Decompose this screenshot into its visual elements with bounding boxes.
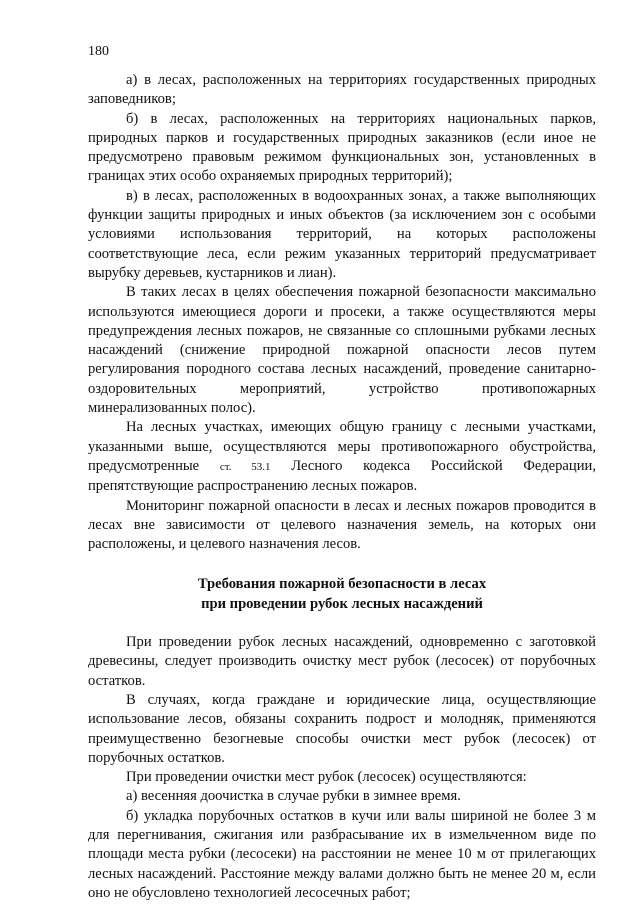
paragraph-non-fire-methods: В случаях, когда граждане и юридические лица, осуществляющие использование лесов, обязаны сохранить подрост и молодняк, применяются преимущественно безогневые способы очистки мест рубок (лесосек) от порубочных остатков.: [88, 691, 596, 766]
paragraph-logging-cleanup: При проведении рубок лесных насаждений, одновременно с заготовкой древесины, следует производить очистку мест рубок (лесосек) от порубочных остатков.: [88, 634, 596, 689]
paragraph-reserves: а) в лесах, расположенных на территориях государственных природных заповедников;: [88, 72, 596, 108]
paragraph-water-protection: в) в лесах, расположенных в водоохранных зонах, а также выполняющих функции защиты природных и иных объектов (за исключением зон с особыми условиями использования территорий, на которых расположены соответствующие леса, если режим указанных территорий предусматривает вырубку деревьев, кустарников и лиан).: [88, 187, 596, 281]
paragraph-fire-prevention-measures: В таких лесах в целях обеспечения пожарной безопасности максимально используются имеющиеся дороги и просеки, а также осуществляются меры предупреждения лесных пожаров, не связанные со сплошными рубками лесных насаждений (снижение природной пожарной опасности лесов путем регулирования породного состава лесных насаждений, проведение санитарно-оздоровительных мероприятий, устройство противопожарных минерализованных полос).: [88, 284, 596, 417]
page-number: 180: [88, 44, 109, 59]
article-reference: ст. 53.1: [219, 460, 271, 473]
paragraph-monitoring: Мониторинг пожарной опасности в лесах и лесных пожаров проводится в лесах вне зависимости от целевого назначения земель, на которых они расположены, и целевого назначения лесов.: [88, 497, 596, 553]
list-item-spring-cleanup: а) весенняя доочистка в случае рубки в зимнее время.: [126, 788, 461, 805]
paragraph-adjacent-plots: [88, 418, 596, 496]
paragraph-cleanup-intro: При проведении очистки мест рубок (лесосек) осуществляются:: [126, 769, 527, 786]
section-heading: [88, 575, 596, 614]
paragraph-adjacent-plots-text-b: Лесного кодекса Российской Федерации, препятствующие распространению лесных пожаров.: [88, 457, 596, 495]
section-heading-line-1: Требования пожарной безопасности в лесах: [197, 576, 487, 593]
section-heading-line-2: при проведении рубок лесных насаждений: [201, 595, 483, 612]
paragraph-national-parks: б) в лесах, расположенных на территориях национальных парков, природных парков и государственных природных заказников (если иное не предусмотрено правовым режимом функциональных зон, установленных в границах этих особо охраняемых природных территорий);: [88, 110, 596, 185]
document-body: [88, 71, 596, 903]
list-item-residue-piles: б) укладка порубочных остатков в кучи или валы шириной не более 3 м для перегнивания, сжигания или разбрасывание их в измельченном виде по площади места рубки (лесосеки) на расстоянии не менее 10 м от прилегающих лесных насаждений. Расстояние между валами должно быть не менее 20 м, если оно не обусловлено технологией лесосечных работ;: [88, 807, 596, 901]
paragraph-adjacent-plots-text-a: На лесных участках, имеющих общую границу с лесными участками, указанными выше, осуществляются меры противопожарного обустройства, предусмотренные: [88, 419, 596, 474]
